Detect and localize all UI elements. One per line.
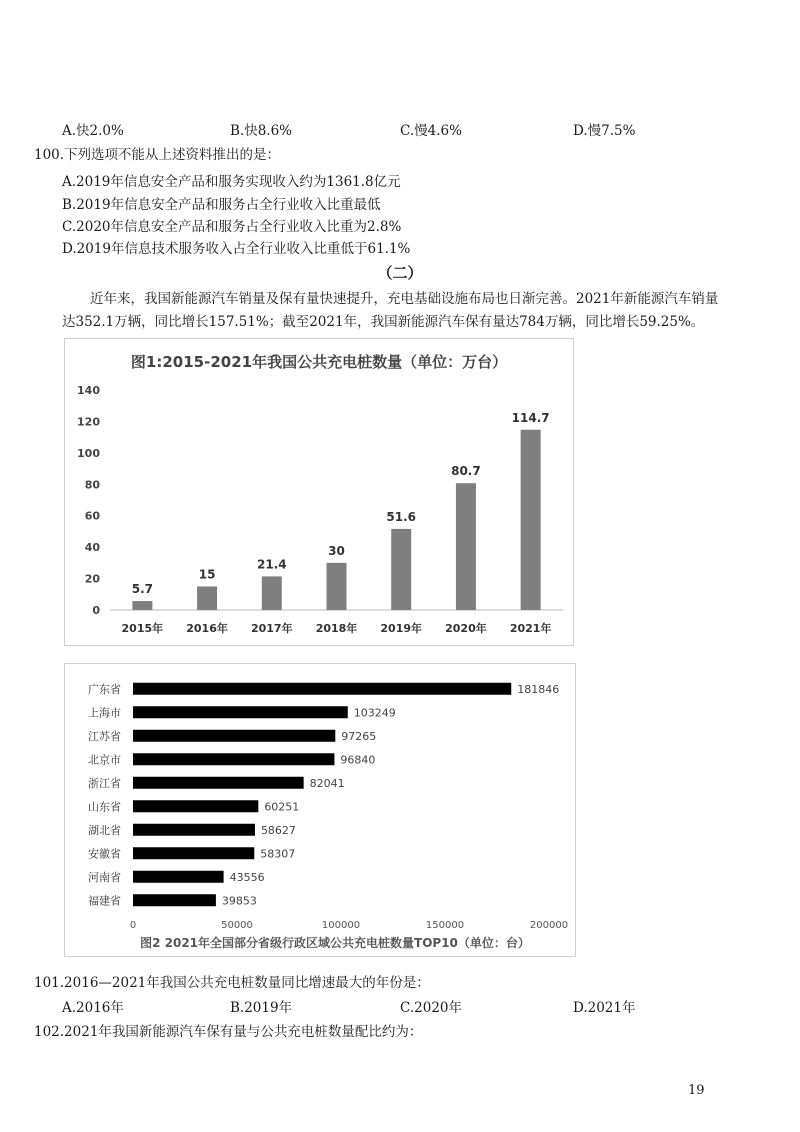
- q101-stem: 101.2016—2021年我国公共充电桩数量同比增速最大的年份是：: [34, 975, 430, 991]
- chart1-data-label: 114.7: [511, 410, 550, 425]
- chart1-xtick-label: 2015年: [121, 622, 164, 635]
- chart2-category-label: 河南省: [88, 870, 121, 884]
- chart1-xtick-label: 2017年: [250, 622, 293, 635]
- chart2-title: 图2 2021年全国部分省级行政区域公共充电桩数量TOP10（单位：台）: [140, 936, 530, 950]
- chart2-xtick-label: 200000: [529, 920, 569, 931]
- intro-line-2: 达352.1万辆，同比增长157.51%；截至2021年，我国新能源汽车保有量达784万辆，同比增长59.25%。: [62, 314, 705, 330]
- chart2-data-label: 58627: [260, 823, 296, 837]
- chart2-bar: [133, 777, 304, 789]
- chart1-frame: [64, 338, 574, 646]
- chart1-xtick-label: 2018年: [315, 622, 358, 635]
- chart2-data-label: 103249: [353, 706, 396, 720]
- q101-option-a: A.2016年: [62, 1000, 124, 1016]
- chart2-bar: [133, 800, 258, 812]
- q101-option-b: B.2019年: [230, 1000, 293, 1016]
- chart2-bar: [133, 824, 255, 836]
- chart2-bar: [133, 894, 216, 906]
- chart2-svg: [65, 664, 575, 956]
- chart1-bar: [132, 601, 152, 610]
- chart2-category-label: 山东省: [88, 800, 121, 814]
- chart2-category-label: 安徽省: [88, 847, 121, 861]
- q100-option-c: C.2020年信息安全产品和服务占全行业收入比重为2.8%: [62, 219, 402, 235]
- chart1-bar: [521, 430, 541, 610]
- q100-option-d: D.2019年信息技术服务收入占全行业收入比重低于61.1%: [62, 241, 411, 257]
- chart1-bar: [262, 576, 282, 610]
- chart1-data-label: 30: [328, 543, 345, 558]
- chart1-bar: [456, 483, 476, 610]
- chart1-data-label: 5.7: [131, 582, 153, 597]
- chart1-title: 图1:2015-2021年我国公共充电桩数量（单位：万台）: [130, 353, 508, 371]
- chart1-data-label: 51.6: [386, 509, 417, 524]
- chart1-xtick-label: 2019年: [380, 622, 423, 635]
- chart1-ytick-label: 0: [92, 604, 100, 617]
- q100-stem: 100.下列选项不能从上述资料推出的是：: [34, 147, 281, 163]
- chart2-xtick-label: 150000: [425, 920, 465, 931]
- chart1-ytick-label: 140: [77, 384, 100, 397]
- chart2-category-label: 广东省: [88, 682, 121, 696]
- chart2-category-label: 北京市: [88, 753, 121, 767]
- chart1-ytick-label: 120: [77, 415, 100, 429]
- chart2-data-label: 97265: [341, 729, 377, 743]
- chart1-ytick-label: 60: [84, 509, 100, 523]
- chart1-ytick-label: 100: [77, 446, 100, 460]
- chart1-bar: [327, 563, 347, 610]
- chart2-data-label: 96840: [340, 753, 376, 767]
- chart2-bar: [133, 730, 335, 742]
- q99-option-c: C.慢4.6%: [400, 123, 462, 139]
- chart2-data-label: 58307: [260, 847, 296, 861]
- chart2-frame: [64, 663, 576, 957]
- chart1-data-label: 15: [198, 567, 216, 582]
- q102-stem: 102.2021年我国新能源汽车保有量与公共充电桩数量配比约为：: [34, 1024, 423, 1040]
- chart1-svg: [65, 339, 573, 645]
- chart2-category-label: 湖北省: [88, 823, 121, 837]
- q101-option-d: D.2021年: [573, 1000, 636, 1016]
- chart2-data-label: 82041: [309, 776, 345, 790]
- chart1-xtick-label: 2016年: [186, 622, 228, 635]
- q99-option-b: B.快8.6%: [230, 123, 293, 139]
- chart2-bar: [133, 706, 348, 718]
- q100-option-b: B.2019年信息安全产品和服务占全行业收入比重最低: [62, 197, 381, 213]
- chart2-bar: [133, 847, 254, 859]
- chart2-data-label: 181846: [517, 682, 560, 696]
- chart2-data-label: 43556: [229, 870, 265, 884]
- q99-option-d: D.慢7.5%: [573, 123, 636, 139]
- chart2-category-label: 福建省: [88, 894, 121, 908]
- chart1-ytick-label: 80: [84, 478, 100, 492]
- chart2-category-label: 浙江省: [88, 776, 121, 790]
- q101-option-c: C.2020年: [400, 1000, 462, 1016]
- chart2-bar: [133, 871, 224, 883]
- chart2-data-label: 39853: [221, 894, 257, 908]
- chart2-category-label: 江苏省: [88, 729, 121, 743]
- q100-option-a: A.2019年信息安全产品和服务实现收入约为1361.8亿元: [62, 174, 401, 190]
- chart1-bar: [197, 586, 217, 610]
- chart1-xtick-label: 2021年: [509, 622, 552, 635]
- section-title: （二）: [377, 264, 423, 282]
- intro-line-1: 近年来，我国新能源汽车销量及保有量快速提升，充电基础设施布局也日渐完善。2021年新能源汽车销量: [90, 291, 719, 307]
- q99-option-a: A.快2.0%: [62, 123, 124, 139]
- chart1-bar: [391, 529, 411, 610]
- chart2-xtick-label: 0: [129, 920, 137, 931]
- chart1-data-label: 21.4: [256, 557, 287, 572]
- chart2-data-label: 60251: [264, 800, 300, 814]
- chart1-data-label: 80.7: [451, 464, 481, 479]
- chart2-bar: [133, 753, 334, 765]
- chart1-xtick-label: 2020年: [445, 622, 487, 635]
- chart1-ytick-label: 20: [84, 572, 100, 586]
- chart2-xtick-label: 100000: [321, 920, 361, 931]
- chart2-xtick-label: 50000: [221, 920, 253, 931]
- chart2-category-label: 上海市: [88, 706, 121, 720]
- chart2-bar: [133, 683, 511, 695]
- chart1-ytick-label: 40: [84, 541, 100, 555]
- page-number: 19: [688, 1083, 705, 1098]
